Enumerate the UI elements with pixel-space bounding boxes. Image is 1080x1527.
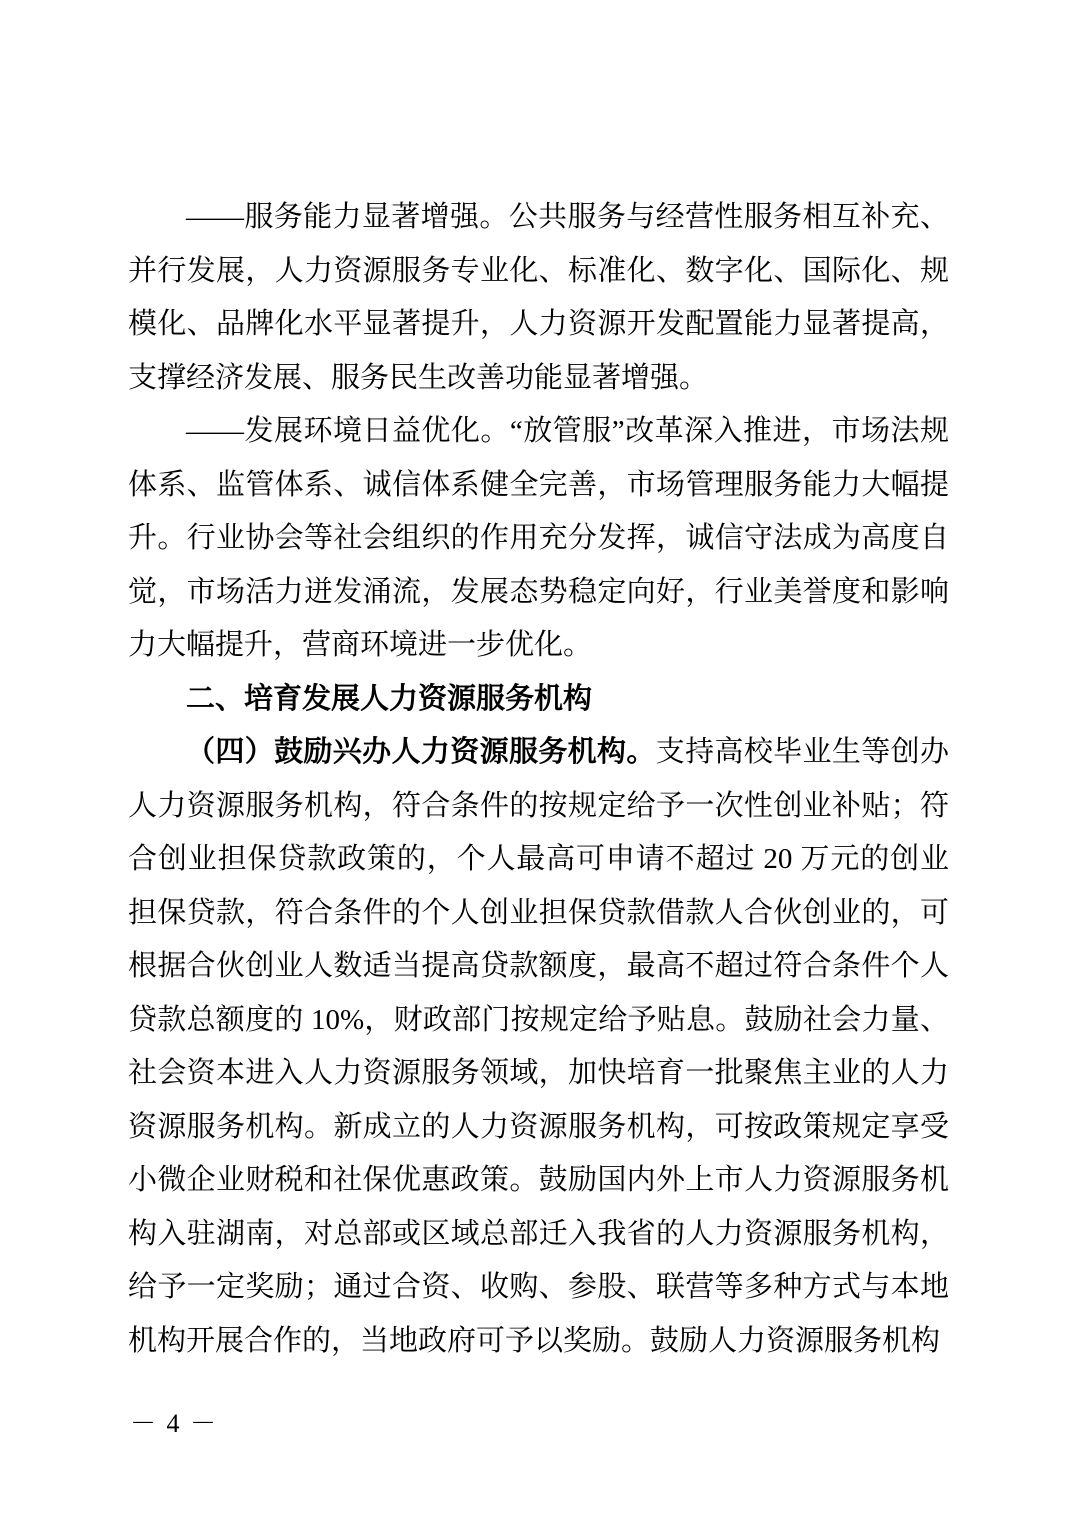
document-body <box>128 191 949 1368</box>
paragraph-development-environment: ——发展环境日益优化。“放管服”改革深入推进，市场法规体系、监管体系、诚信体系健全完善，市场管理服务能力大幅提升。行业协会等社会组织的作用充分发挥，诚信守法成为高度自觉，市场活力迸发涌流，发展态势稳定向好，行业美誉度和影响力大幅提升，营商环境进一步优化。 <box>128 415 949 661</box>
paragraph-service-capability: ——服务能力显著增强。公共服务与经营性服务相互补充、并行发展，人力资源服务专业化、标准化、数字化、国际化、规模化、品牌化水平显著提升，人力资源开发配置能力显著提高，支撑经济发展、服务民生改善功能显著增强。 <box>128 201 949 394</box>
section-heading-cultivate-hr-service-agencies: 二、培育发展人力资源服务机构 <box>186 682 593 715</box>
paragraph-item-four-lead: （四）鼓励兴办人力资源服务机构。 <box>186 736 656 768</box>
page-footer <box>130 1404 218 1444</box>
page-number: － 4 － <box>130 1409 219 1438</box>
paragraph-item-four <box>128 726 949 1368</box>
paragraph-item-four-body: 支持高校毕业生等创办人力资源服务机构，符合条件的按规定给予一次性创业补贴；符合创业担保贷款政策的，个人最高可申请不超过 20 万元的创业担保贷款，符合条件的个人创业担保贷款借款人合伙创业的，可根据合伙创业人数适当提高贷款额度，最高不超过符合条件个人贷款总额度的 10%，财政部门按规定给予贴息。鼓励社会力量、社会资本进入人力资源服务领域，加快培育一批聚焦主业的人力资源服务机构。新成立的人力资源服务机构，可按政策规定享受小微企业财税和社保优惠政策。鼓励国内外上市人力资源服务机构入驻湖南，对总部或区域总部迁入我省的人力资源服务机构，给予一定奖励；通过合资、收购、参股、联营等多种方式与本地机构开展合作的，当地政府可予以奖励。鼓励人力资源服务机构 <box>128 736 949 1357</box>
